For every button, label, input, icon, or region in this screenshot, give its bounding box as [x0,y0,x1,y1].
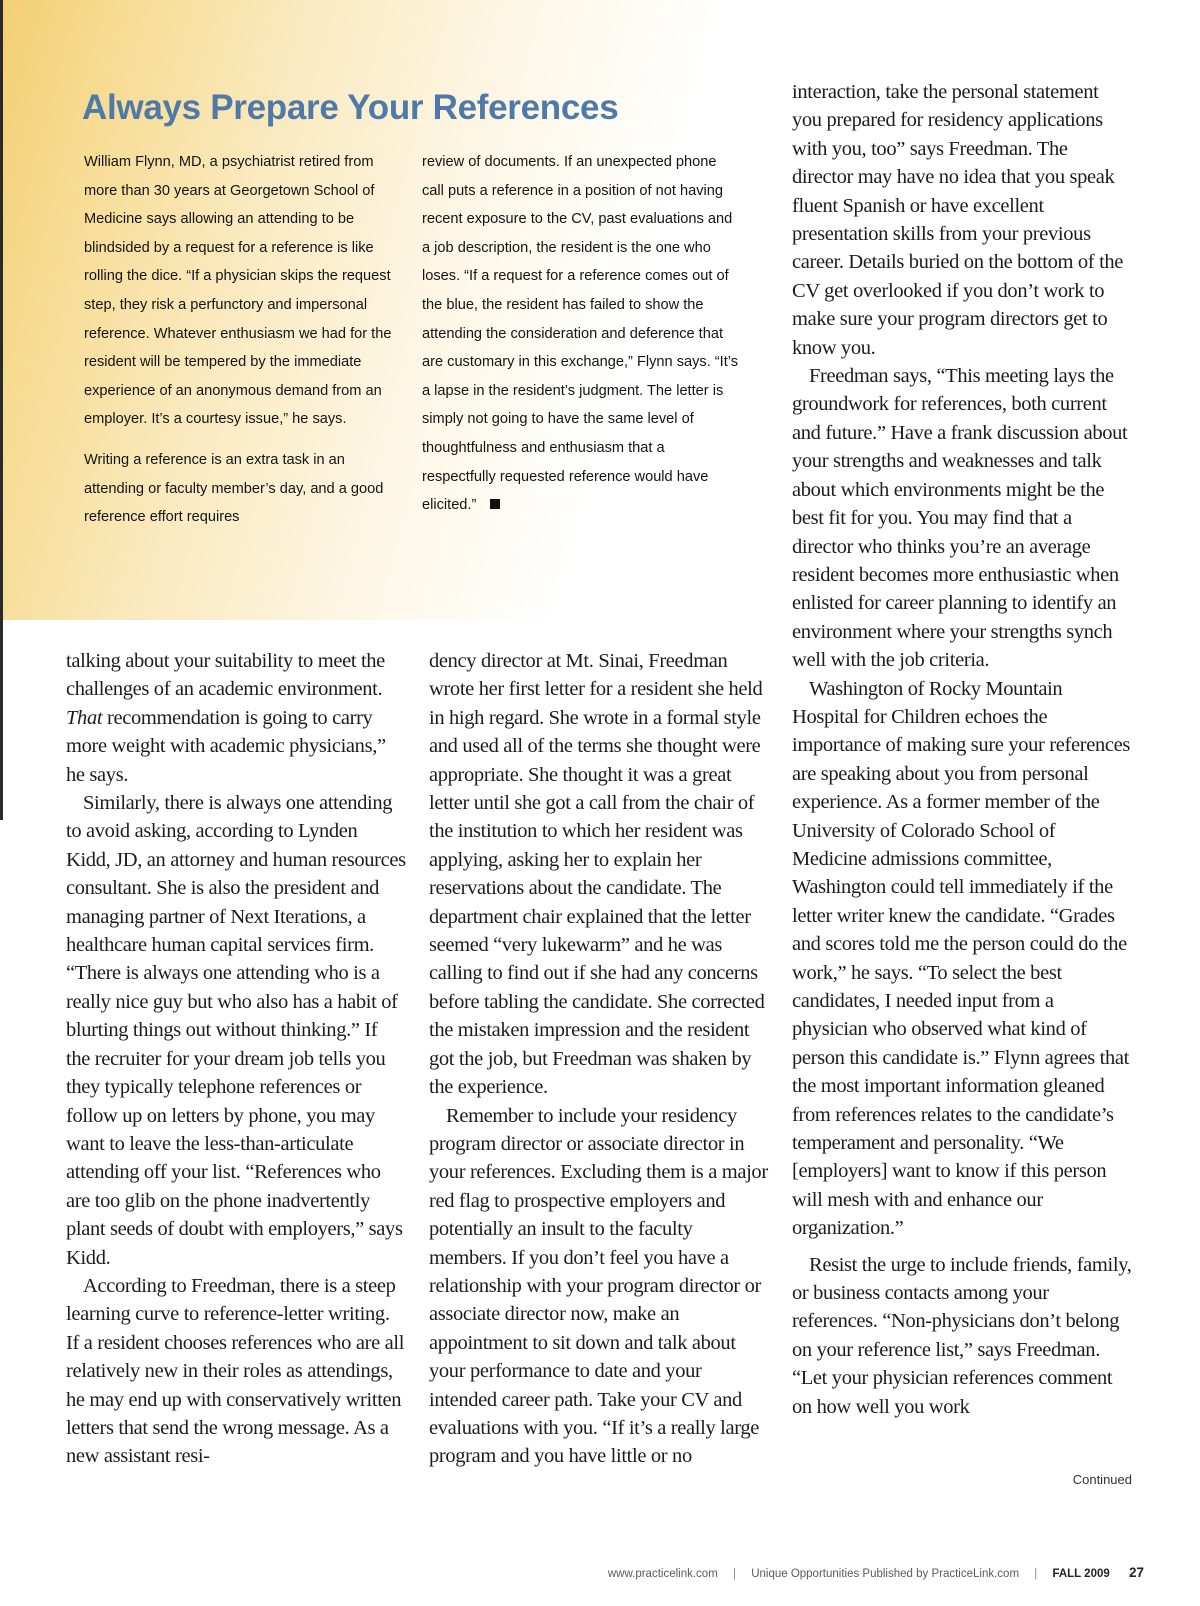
footer-tagline: Unique Opportunities Published by PracticeLink.com [751,1568,1020,1580]
article-paragraph: Similarly, there is always one attending to avoid asking, according to Lynden Kidd, JD, an attorney and human resources consultant. She is also the president and managing partner of Next Iterations, a healthcare human capital services firm. “There is always one attending who is a really nice guy but who also has a habit of blurting things out without thinking.” If the recruiter for your dream job tells you they typically telephone references or follow up on letters by phone, you may want to leave the less-than-articulate attending off your list. “References who are too glib on the phone inadvertently plant seeds of doubt with employers,” says Kidd. [66,792,406,1269]
page-number: 27 [1128,1565,1144,1580]
article-paragraph: Freedman says, “This meeting lays the groundwork for references, both current and future.” Have a frank discussion about your strengths and weaknesses and talk about which environments might be the best fit for you. You may find that a director who thinks you’re an average resident becomes more enthusiastic when enlisted for career planning to identify an environment where your strengths synch well with the job criteria. [792,365,1128,672]
sidebar-paragraph: review of documents. If an unexpected phone call puts a reference in a position of not having recent exposure to the CV, past evaluations and a job description, the resident is the one who loses. “If a request for a reference comes out of the blue, the resident has failed to show the attending the consideration and deference that are customary in this exchange,” Flynn says. “It’s a lapse in the resident’s judgment. The letter is simply not going to have the same level of thoughtfulness and enthusiasm that a respectfully requested reference would have elicited.” [422,154,739,514]
sidebar-title: Always Prepare Your References [82,88,619,127]
article-paragraph: Resist the urge to include friends, family, or business contacts among your references. “Non-physicians don’t belong on your reference list,” says Freedman. “Let your physician references comment on how well you work [792,1253,1132,1418]
article-column-1 [66,647,406,1471]
article-column-3 [792,78,1132,1421]
article-paragraph: Washington of Rocky Mountain Hospital for Children echoes the importance of making sure your references are speaking about you from personal experience. As a former member of the University of Colorado School of Medicine admissions committee, Washington could tell immediately if the letter writer knew the candidate. “Grades and scores told me the person could do the work,” he says. “To select the best candidates, I needed input from a physician who observed what kind of person this candidate is.” Flynn agrees that the most important information gleaned from references relates to the candidate’s temperament and personality. “We [employers] want to know if this person will mesh with and enhance our organization.” [792,677,1130,1240]
continued-label: Continued [1072,1472,1132,1487]
end-of-story-mark [490,499,500,509]
sidebar-left-column [84,148,404,544]
article-paragraph [66,647,406,789]
sidebar-right-column [422,148,742,532]
page-footer [608,1565,1144,1580]
sidebar-paragraph-wrap [422,148,742,520]
article-paragraph: interaction, take the personal statement you prepared for residency applications with you, too” says Freedman. The director may have no idea that you speak fluent Spanish or have excellent presentation skills from your previous career. Details buried on the bottom of the CV get overlooked if you don’t work to make sure your program directors get to know you. [792,81,1124,359]
article-paragraph: dency director at Mt. Sinai, Freedman wrote her first letter for a resident she held in high regard. She wrote in a formal style and used all of the terms she thought were appropriate. She thought it was a great letter until she got a call from the chair of the institution to which her resident was applying, asking her to explain her reservations about the candidate. The department chair explained that the letter seemed “very lukewarm” and he was calling to find out if she had any concerns before tabling the candidate. She corrected the mistaken impression and the resident got the job, but Freedman was shaken by the experience. [429,650,765,1099]
footer-url: www.practicelink.com [607,1568,718,1580]
footer-separator: | [1034,1568,1038,1580]
article-column-2 [429,647,769,1471]
emphasis-text: That [66,706,103,729]
footer-issue: FALL 2009 [1052,1568,1110,1580]
article-paragraph: Remember to include your residency program director or associate director in your references. Excluding them is a major red flag to prospective employers and potentially an insult to the faculty members. If you don’t feel you have a relationship with your program director or associate director now, make an appointment to sit down and talk about your performance to date and your intended career path. Take your CV and evaluations with you. “If it’s a really large program and you have little or no [429,1104,768,1468]
article-paragraph: According to Freedman, there is a steep learning curve to reference-letter writing. If a resident chooses references who are all relatively new in their roles as attendings, he may end up with conservatively written letters that send the wrong message. As a new assistant resi- [66,1274,405,1468]
sidebar-paragraph: William Flynn, MD, a psychiatrist retired from more than 30 years at Georgetown School of Medicine says allowing an attending to be blindsided by a request for a reference is like rolling the dice. “If a physician skips the request step, they risk a perfunctory and impersonal reference. Whatever enthusiasm we had for the resident will be tempered by the immediate experience of an anonymous demand from an employer. It’s a courtesy issue,” he says. [84,154,392,428]
footer-separator: | [732,1568,736,1580]
page-edge-rule [0,0,3,820]
text-run: recommendation is going to carry more weight with academic physicians,” he says. [66,706,386,786]
text-run: talking about your suitability to meet the challenges of an academic environment. [66,650,385,701]
sidebar-paragraph: Writing a reference is an extra task in an attending or faculty member’s day, and a good reference effort requires [84,451,384,526]
